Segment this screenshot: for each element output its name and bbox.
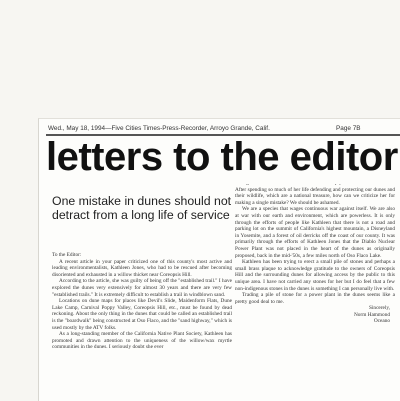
paragraph: As a long-standing member of the California Native Plant Society, Kathleen has promoted and drawn attention to the uniqueness of the willow/wax myrtle communities in the dunes. I seriously doubt she ever <box>52 331 232 351</box>
page-number: Page 7B <box>336 125 361 132</box>
paragraph: We are a species that wages continuous war against itself. We are also at war with our earth and environment, which are powerless. It is only through the efforts of people like Kathleen that there is not a road and parking lot on the summit of California's highest mountain, a Disneyland in Yosemite, and a forest of oil derricks off the coast of our county. It was primarily through the efforts of Kathleen Jones that the Diablo Nuclear Power Plant was not placed in the heart of the dunes as originally proposed, back in the mid-'50s, a few miles north of Oso Flaco Lake. <box>235 206 395 259</box>
dateline-text: Wed., May 18, 1994—Five Cities Times-Press-Recorder, Arroyo Grande, Calif. <box>48 125 270 132</box>
signature-location: Oceano <box>373 318 390 325</box>
closing: Sincerely, <box>369 305 390 312</box>
section-headline: letters to the editor <box>46 135 398 179</box>
paragraph: A recent article in your paper criticized one of this county's most active and leading environmentalists, Kathleen Jones, who had to be rescued after becoming disoriented and exhausted in a willow thicket near Coreopsis Hill. <box>52 258 232 278</box>
paragraph: Trading a pile of stone for a power plant in the dunes seems like a pretty good deal to me. <box>235 292 395 305</box>
paragraph: After spending so much of her life defending and protecting our dunes and their wildlife, which are a national treasure, how can we criticize her for making a single mistake? We should be ashamed. <box>235 186 395 206</box>
letter-column-right <box>235 180 395 400</box>
paragraph: According to the article, she was guilty of being off the "established trail." I have explored the dunes very extensively for almost 30 years and there are very few "established trails." It is extremely difficult to establish a trail in windblown sand. <box>52 278 232 298</box>
dateline <box>48 125 388 132</box>
column-top-edge <box>235 180 395 184</box>
signature: Norm Hammond <box>353 311 390 318</box>
letter-subhead: One mistake in dunes should not detract from a long life of service <box>52 194 232 222</box>
paragraph: Locations on dune maps for places like Devil's Slide, Maidenform Flats, Dune Lake Camp, Carnival Poppy Valley, Coreopsis Hill, etc., must be found by dead reckoning. About the only thing in the dunes that could be called an established trail is the "boardwalk" being constructed at Oso Flaco, and the "sand highway," which is used mostly by the ATV folks. <box>52 298 232 331</box>
salutation: To the Editor: <box>52 252 82 258</box>
letter-column-left <box>52 252 232 400</box>
paragraph: Kathleen has been trying to erect a small pile of stones and perhaps a small brass plaque to acknowledge gratitude to the owners of Coreopsis Hill and the surrounding dunes for allowing access by the public to this unique area. I have not carried any stones for her but I do feel that a few non-indigenous stones in the dunes is something I can personally live with. <box>235 259 395 292</box>
